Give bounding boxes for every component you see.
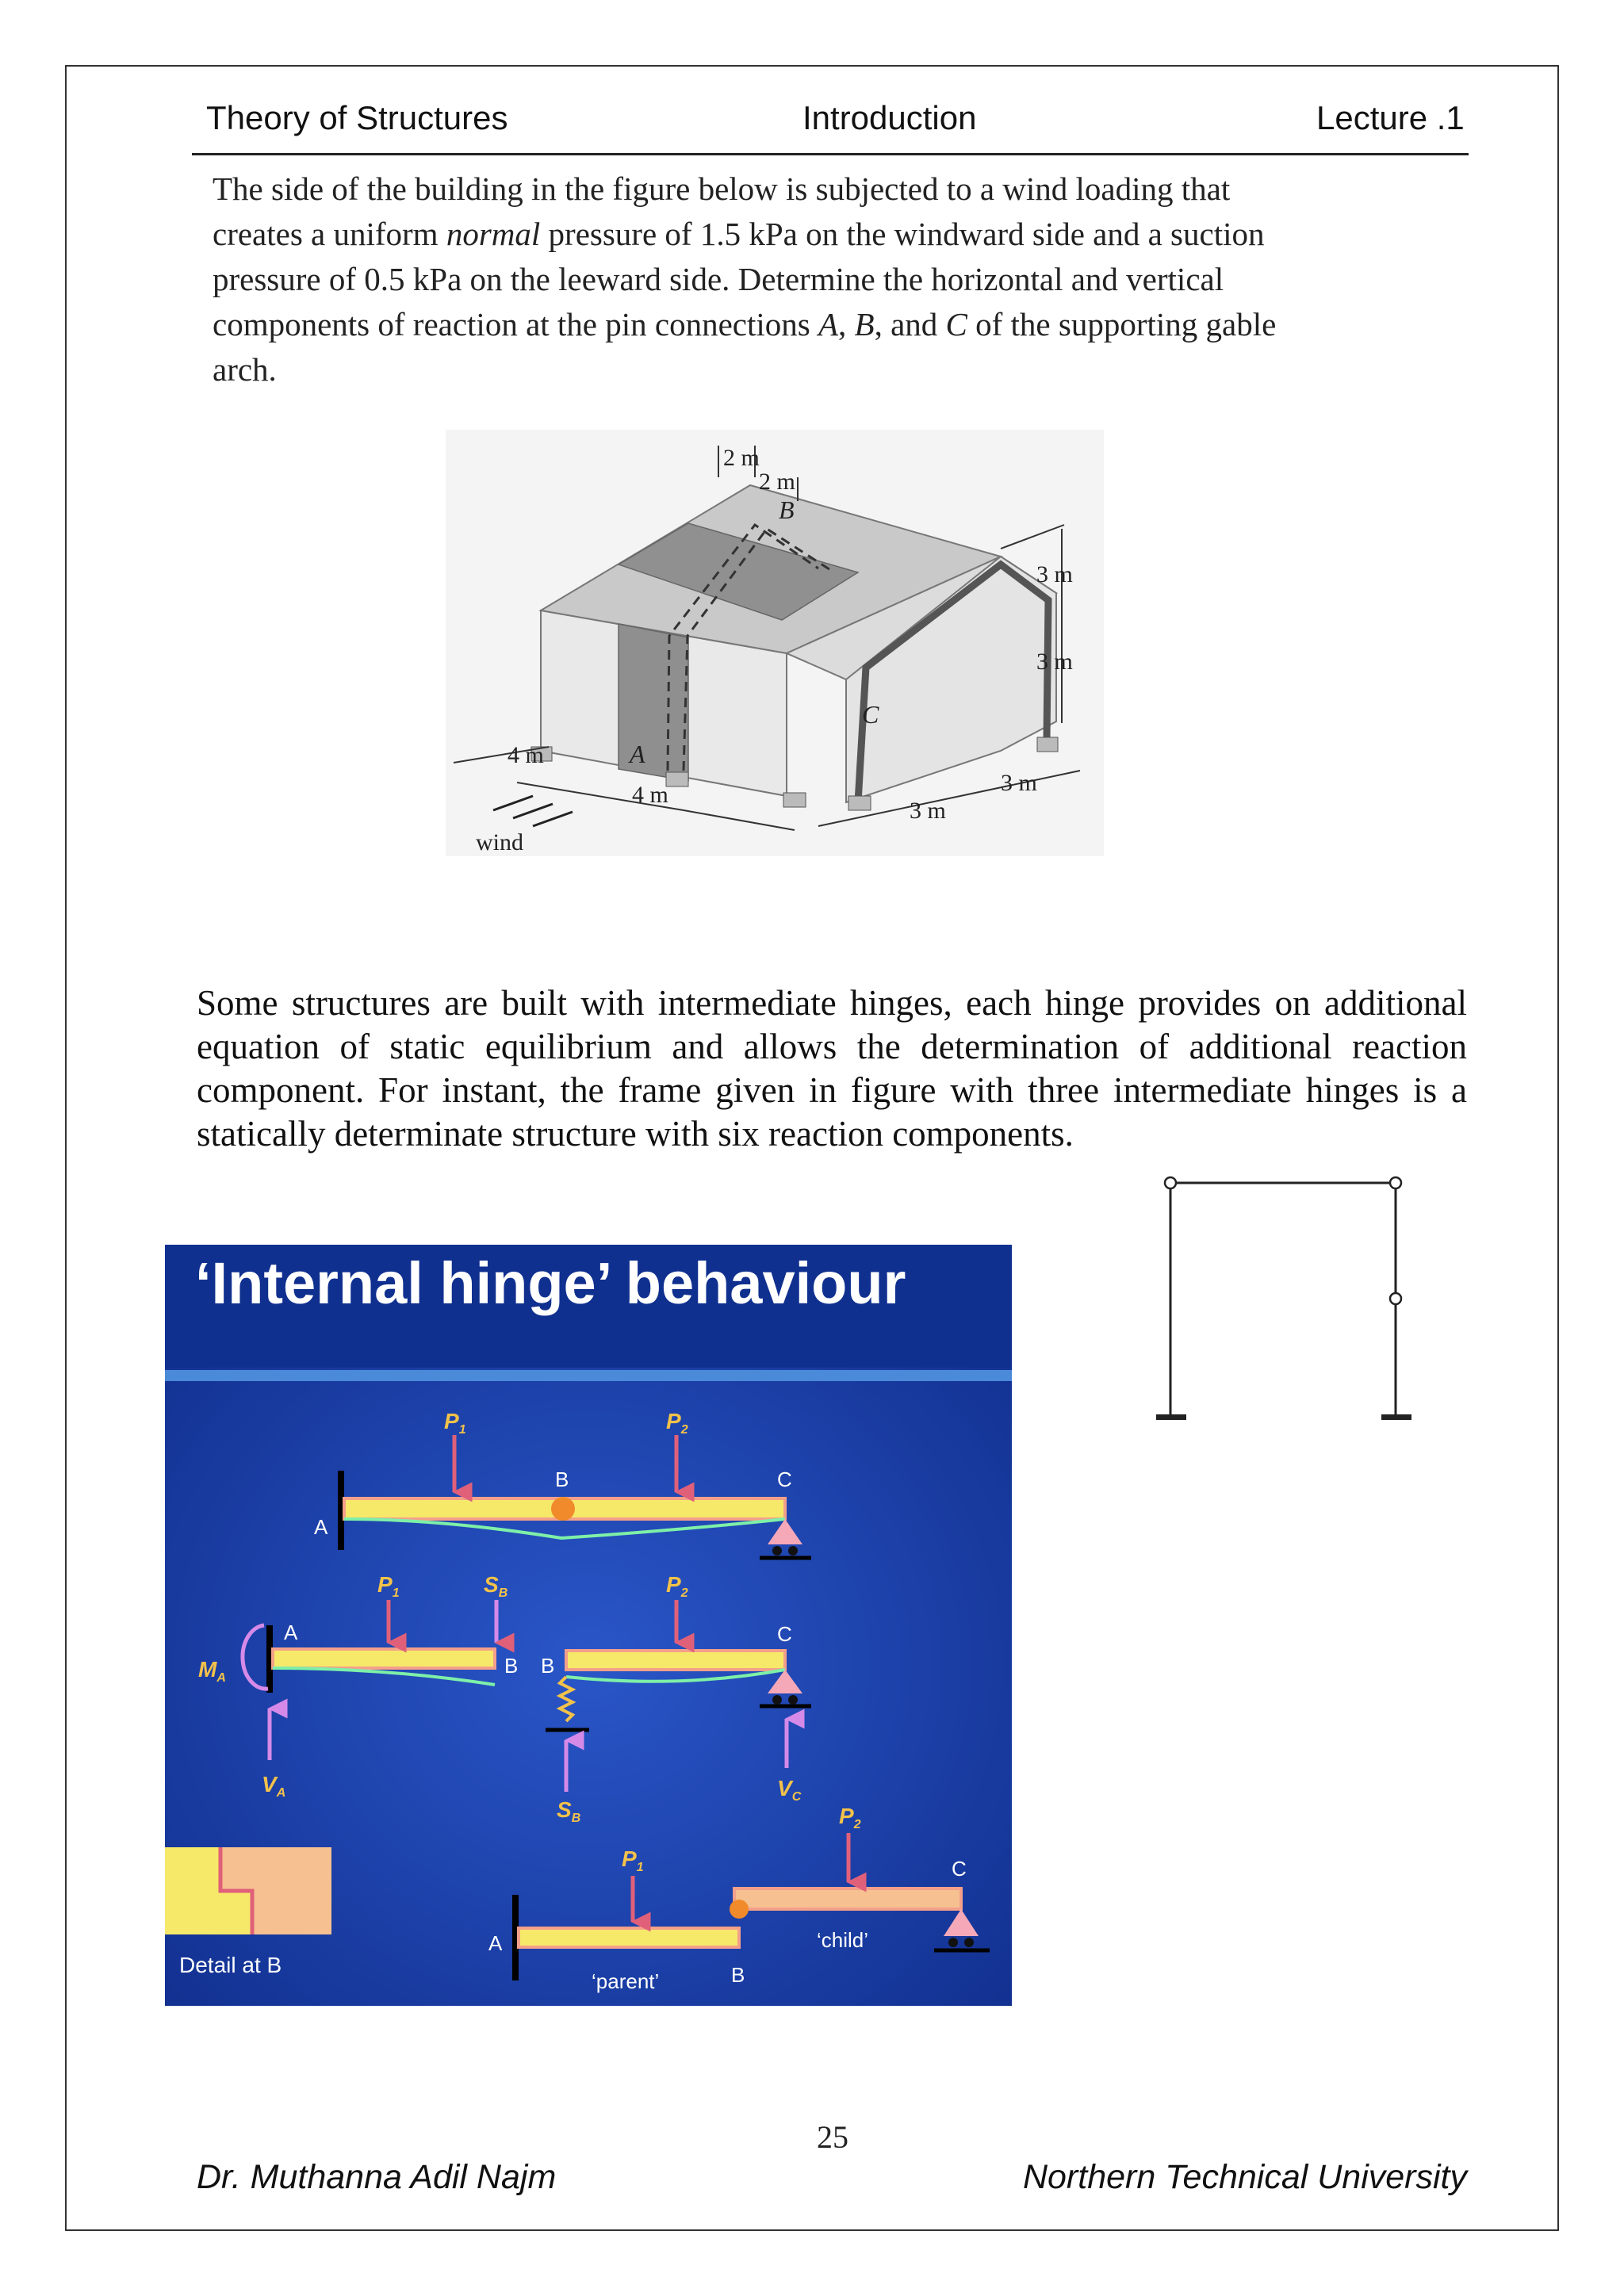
problem-text: creates a uniform — [213, 216, 446, 252]
footer-author: Dr. Muthanna Adil Najm — [197, 2158, 557, 2196]
dim-label-3m: 3 m — [1036, 649, 1073, 675]
fixed-support-icon — [1381, 1414, 1411, 1420]
three-hinge-frame-figure — [1142, 1172, 1427, 1433]
pin-label-b: B — [779, 496, 795, 524]
page-number: 25 — [817, 2119, 848, 2155]
moment-subscript: A — [216, 1671, 226, 1685]
load-subscript: 1 — [458, 1423, 466, 1437]
point-label-b: B — [541, 1654, 555, 1678]
child-label: ‘child’ — [817, 1928, 869, 1952]
internal-hinge-slide — [165, 1245, 1012, 2006]
point-label-c: C — [952, 1857, 967, 1881]
dim-label-2m: 2 m — [723, 445, 760, 471]
reaction-letter: V — [262, 1772, 277, 1797]
footer-university: Northern Technical University — [1022, 2158, 1467, 2196]
beam — [273, 1649, 495, 1668]
point-label-a: A — [284, 1621, 298, 1644]
load-letter: P — [622, 1846, 637, 1871]
dim-label-3m: 3 m — [910, 798, 946, 824]
dim-label-2m: 2 m — [759, 469, 795, 495]
problem-line-3: pressure of 0.5 kPa on the leeward side. Determine the horizontal and vertical — [213, 261, 1224, 297]
hinge-icon — [551, 1497, 575, 1521]
load-subscript: 2 — [680, 1586, 688, 1600]
point-label-b: B — [731, 1963, 745, 1987]
header-section: Introduction — [802, 99, 977, 136]
load-subscript: 1 — [636, 1861, 644, 1874]
point-label-b: B — [504, 1654, 519, 1678]
hinge-icon — [1390, 1177, 1401, 1188]
problem-italic-normal: normal — [446, 216, 541, 252]
load-letter: P — [377, 1572, 393, 1597]
wind-label: wind — [476, 829, 523, 855]
roller-icon — [772, 1546, 782, 1556]
point-label-c: C — [777, 1622, 792, 1646]
point-label-a: A — [314, 1515, 328, 1539]
roller-icon — [948, 1938, 958, 1947]
shear-letter: S — [557, 1797, 572, 1822]
point-label-a: A — [488, 1931, 503, 1955]
hinge-icon — [1165, 1177, 1176, 1188]
roller-icon — [772, 1695, 782, 1705]
load-subscript: 2 — [680, 1423, 688, 1437]
pin-label-a: A — [630, 740, 645, 768]
problem-text: components of reaction at the pin connections — [213, 306, 818, 342]
load-letter: P — [666, 1572, 681, 1597]
problem-line-5: arch. — [213, 351, 277, 388]
beam — [566, 1651, 785, 1670]
moment-letter: M — [198, 1657, 217, 1682]
shear-letter: S — [484, 1572, 499, 1597]
reaction-letter: V — [777, 1776, 792, 1800]
header-rule — [192, 153, 1469, 155]
point-label-c: C — [777, 1468, 792, 1491]
dim-label-4m: 4 m — [508, 742, 544, 768]
load-subscript: 1 — [392, 1586, 400, 1600]
shear-subscript: B — [571, 1812, 581, 1825]
dim-label-3m: 3 m — [1036, 561, 1073, 587]
pin-support — [783, 793, 806, 807]
load-letter: P — [666, 1409, 681, 1433]
parent-beam — [519, 1928, 739, 1947]
problem-line-2 — [213, 212, 1450, 257]
load-subscript: 2 — [853, 1818, 861, 1831]
roller-icon — [964, 1938, 974, 1947]
point-label-b: B — [555, 1468, 569, 1491]
header-course-title: Theory of Structures — [206, 99, 508, 136]
child-beam — [734, 1888, 961, 1909]
problem-text: pressure of 1.5 kPa on the windward side and a suction — [540, 216, 1265, 252]
problem-text: , and — [874, 306, 946, 342]
roller-icon — [788, 1695, 798, 1705]
problem-text: of the supporting gable — [967, 306, 1277, 342]
fixed-support-icon — [1156, 1414, 1186, 1420]
pin-support — [1037, 737, 1058, 752]
pin-support — [848, 796, 871, 810]
problem-line-4 — [213, 302, 1450, 347]
reaction-subscript: A — [276, 1786, 286, 1800]
gable-arch-building-figure — [446, 430, 1104, 856]
pin-label-c: C — [862, 700, 879, 729]
dim-label-3m: 3 m — [1001, 770, 1037, 796]
problem-line-1: The side of the building in the figure below is subjected to a wind loading that — [213, 170, 1231, 207]
problem-statement — [213, 166, 1450, 392]
pin-label-a: A — [818, 306, 839, 342]
problem-text: , — [838, 306, 855, 342]
detail-label: Detail at B — [179, 1953, 282, 1977]
hinge-explanation-paragraph — [197, 982, 1467, 1156]
shear-subscript: B — [498, 1586, 508, 1600]
load-letter: P — [444, 1409, 459, 1433]
reaction-subscript: C — [791, 1790, 802, 1804]
pin-label-b: B — [854, 306, 875, 342]
dim-label-4m: 4 m — [632, 782, 668, 808]
pin-label-c: C — [945, 306, 967, 342]
hinge-icon — [730, 1900, 749, 1919]
hinge-icon — [1390, 1293, 1401, 1304]
slide-title: ‘Internal hinge’ behaviour — [195, 1250, 906, 1316]
parent-label: ‘parent’ — [592, 1969, 660, 1993]
header-lecture: Lecture .1 — [1316, 99, 1465, 136]
load-letter: P — [839, 1804, 854, 1828]
pin-support — [666, 772, 688, 786]
roller-icon — [788, 1546, 798, 1556]
paragraph-text: Some structures are built with intermediate hinges, each hinge provides on additional equation of static equilibrium and allows the determination of additional reaction component. For instant, the frame given in figure with three intermediate hinges is a statically determinate structure with six reaction components. — [197, 983, 1467, 1154]
